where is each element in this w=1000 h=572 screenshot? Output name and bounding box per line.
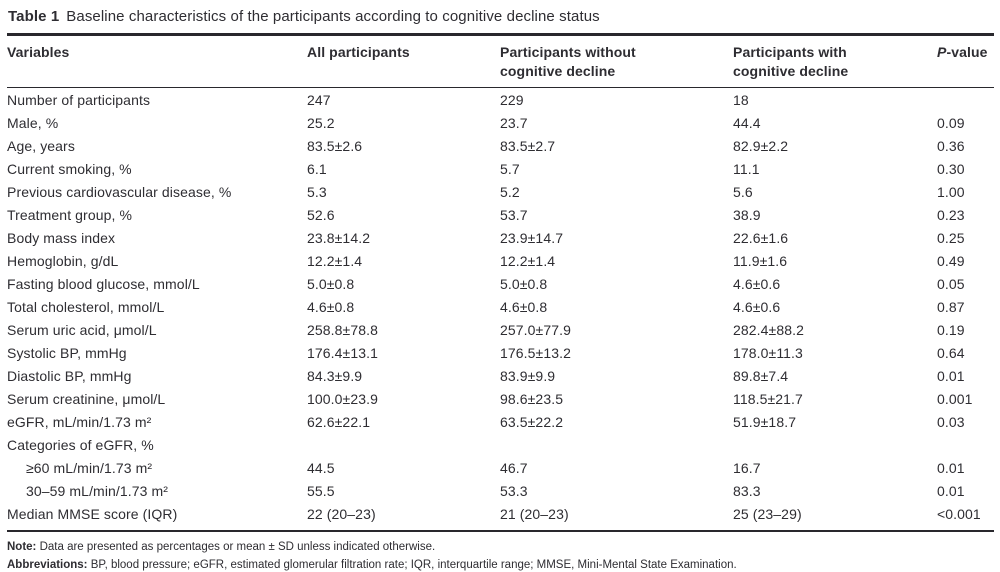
cell-without-decline: 46.7 xyxy=(500,459,528,476)
table-row xyxy=(7,203,994,226)
cell-all-participants xyxy=(307,433,500,456)
cell-with-decline: 11.9±1.6 xyxy=(733,252,788,269)
cell-without-decline: 21 (20–23) xyxy=(500,505,569,522)
table-row xyxy=(7,410,994,433)
cell-with-decline: 82.9±2.2 xyxy=(733,137,789,154)
cell-all-participants: 6.1 xyxy=(307,160,327,177)
cell-without-decline: 98.6±23.5 xyxy=(500,390,564,407)
table-row-group-header xyxy=(7,433,994,456)
cell-p-value: 0.01 xyxy=(937,367,965,384)
note-label: Note: xyxy=(7,541,37,553)
abbreviations-label: Abbreviations: xyxy=(7,559,88,571)
cell-with-decline: 18 xyxy=(733,91,749,108)
cell-variable: Current smoking, % xyxy=(7,160,132,177)
cell-without-decline: 5.2 xyxy=(500,183,520,200)
cell-variable: Treatment group, % xyxy=(7,206,133,223)
cell-without-decline: 83.9±9.9 xyxy=(500,367,556,384)
cell-p-value xyxy=(937,433,994,456)
cell-all-participants: 22 (20–23) xyxy=(307,505,376,522)
cell-variable: ≥60 mL/min/1.73 m² xyxy=(26,459,153,476)
cell-variable: Body mass index xyxy=(7,229,116,246)
cell-variable: Serum creatinine, μmol/L xyxy=(7,390,166,407)
col-header-all-participants: All participants xyxy=(307,44,410,60)
cell-all-participants: 23.8±14.2 xyxy=(307,229,371,246)
header-row xyxy=(7,35,994,88)
cell-all-participants: 55.5 xyxy=(307,482,335,499)
table-row xyxy=(7,272,994,295)
cell-with-decline: 89.8±7.4 xyxy=(733,367,789,384)
cell-variable: Diastolic BP, mmHg xyxy=(7,367,132,384)
cell-variable: Hemoglobin, g/dL xyxy=(7,252,119,269)
cell-p-value: 0.30 xyxy=(937,160,965,177)
cell-with-decline: 38.9 xyxy=(733,206,761,223)
cell-without-decline: 12.2±1.4 xyxy=(500,252,556,269)
table-row xyxy=(7,387,994,410)
cell-variable: Systolic BP, mmHg xyxy=(7,344,127,361)
cell-without-decline: 176.5±13.2 xyxy=(500,344,571,361)
cell-with-decline: 4.6±0.6 xyxy=(733,275,781,292)
cell-with-decline: 118.5±21.7 xyxy=(733,390,803,407)
cell-all-participants: 4.6±0.8 xyxy=(307,298,355,315)
cell-p-value xyxy=(937,88,994,112)
cell-all-participants: 176.4±13.1 xyxy=(307,344,378,361)
col-header-without-decline: Participants without cognitive decline xyxy=(500,44,636,79)
table-row xyxy=(7,226,994,249)
cell-all-participants: 62.6±22.1 xyxy=(307,413,371,430)
cell-without-decline: 63.5±22.2 xyxy=(500,413,564,430)
cell-without-decline: 5.0±0.8 xyxy=(500,275,548,292)
cell-variable: Male, % xyxy=(7,114,59,131)
cell-p-value: 0.09 xyxy=(937,114,965,131)
cell-variable: Fasting blood glucose, mmol/L xyxy=(7,275,200,292)
cell-p-value: <0.001 xyxy=(937,505,981,522)
table-row xyxy=(7,180,994,203)
cell-with-decline: 178.0±11.3 xyxy=(733,344,803,361)
table-abbreviations xyxy=(7,556,994,572)
table-title-text: Baseline characteristics of the participants according to cognitive decline status xyxy=(66,8,600,25)
cell-without-decline: 23.9±14.7 xyxy=(500,229,564,246)
cell-p-value: 0.19 xyxy=(937,321,965,338)
table-row xyxy=(7,88,994,112)
cell-p-value: 0.01 xyxy=(937,482,965,499)
cell-all-participants: 258.8±78.8 xyxy=(307,321,378,338)
cell-with-decline: 11.1 xyxy=(733,160,760,177)
col-header-with-decline: Participants with cognitive decline xyxy=(733,44,849,79)
table-row xyxy=(7,157,994,180)
cell-with-decline: 16.7 xyxy=(733,459,761,476)
cell-without-decline xyxy=(500,433,733,456)
cell-with-decline: 44.4 xyxy=(733,114,761,131)
cell-variable: Previous cardiovascular disease, % xyxy=(7,183,232,200)
cell-without-decline: 23.7 xyxy=(500,114,528,131)
table-note xyxy=(7,538,994,556)
table-row xyxy=(7,364,994,387)
cell-p-value: 0.001 xyxy=(937,390,973,407)
col-header-variables: Variables xyxy=(7,44,70,60)
col-header-p-value: P-value xyxy=(937,44,988,60)
table-row xyxy=(7,249,994,272)
cell-with-decline: 51.9±18.7 xyxy=(733,413,797,430)
cell-all-participants: 5.3 xyxy=(307,183,327,200)
baseline-characteristics-table xyxy=(7,33,994,532)
table-row xyxy=(7,295,994,318)
cell-p-value: 0.36 xyxy=(937,137,965,154)
table-row xyxy=(7,111,994,134)
cell-variable: Serum uric acid, μmol/L xyxy=(7,321,157,338)
cell-without-decline: 53.7 xyxy=(500,206,528,223)
cell-without-decline: 83.5±2.7 xyxy=(500,137,556,154)
cell-all-participants: 83.5±2.6 xyxy=(307,137,363,154)
cell-p-value: 0.25 xyxy=(937,229,965,246)
cell-p-value: 0.03 xyxy=(937,413,965,430)
cell-without-decline: 5.7 xyxy=(500,160,520,177)
cell-variable: Age, years xyxy=(7,137,75,154)
table-number-label: Table 1 xyxy=(8,8,60,25)
cell-p-value: 0.23 xyxy=(937,206,965,223)
cell-all-participants: 5.0±0.8 xyxy=(307,275,355,292)
cell-all-participants: 12.2±1.4 xyxy=(307,252,363,269)
cell-p-value: 0.05 xyxy=(937,275,965,292)
cell-with-decline: 282.4±88.2 xyxy=(733,321,804,338)
cell-with-decline: 83.3 xyxy=(733,482,761,499)
table-row xyxy=(7,479,994,502)
note-text: Data are presented as percentages or mean ± SD unless indicated otherwise. xyxy=(36,541,436,553)
cell-p-value: 0.64 xyxy=(937,344,965,361)
cell-all-participants: 100.0±23.9 xyxy=(307,390,378,407)
cell-all-participants: 84.3±9.9 xyxy=(307,367,363,384)
cell-all-participants: 247 xyxy=(307,91,331,108)
cell-with-decline xyxy=(733,433,937,456)
cell-all-participants: 25.2 xyxy=(307,114,335,131)
cell-with-decline: 25 (23–29) xyxy=(733,505,802,522)
table-row xyxy=(7,341,994,364)
table-title xyxy=(8,7,994,27)
cell-variable: Number of participants xyxy=(7,91,151,108)
cell-variable: Median MMSE score (IQR) xyxy=(7,505,178,522)
cell-without-decline: 229 xyxy=(500,91,524,108)
cell-variable: eGFR, mL/min/1.73 m² xyxy=(7,413,152,430)
cell-variable: 30–59 mL/min/1.73 m² xyxy=(26,482,169,499)
cell-p-value: 0.01 xyxy=(937,459,965,476)
cell-without-decline: 53.3 xyxy=(500,482,528,499)
cell-without-decline: 257.0±77.9 xyxy=(500,321,571,338)
cell-without-decline: 4.6±0.8 xyxy=(500,298,548,315)
cell-all-participants: 52.6 xyxy=(307,206,335,223)
abbreviations-text: BP, blood pressure; eGFR, estimated glomerular filtration rate; IQR, interquartile range; MMSE, Mini-Mental State Examination. xyxy=(87,559,737,571)
table-row xyxy=(7,502,994,531)
cell-variable: Total cholesterol, mmol/L xyxy=(7,298,165,315)
table-row xyxy=(7,318,994,341)
cell-p-value: 0.49 xyxy=(937,252,965,269)
table-row xyxy=(7,134,994,157)
cell-with-decline: 22.6±1.6 xyxy=(733,229,789,246)
table-row xyxy=(7,456,994,479)
table-footer xyxy=(7,538,994,572)
cell-with-decline: 5.6 xyxy=(733,183,753,200)
cell-variable: Categories of eGFR, % xyxy=(7,436,154,453)
cell-p-value: 0.87 xyxy=(937,298,965,315)
cell-p-value: 1.00 xyxy=(937,183,965,200)
cell-with-decline: 4.6±0.6 xyxy=(733,298,781,315)
cell-all-participants: 44.5 xyxy=(307,459,335,476)
